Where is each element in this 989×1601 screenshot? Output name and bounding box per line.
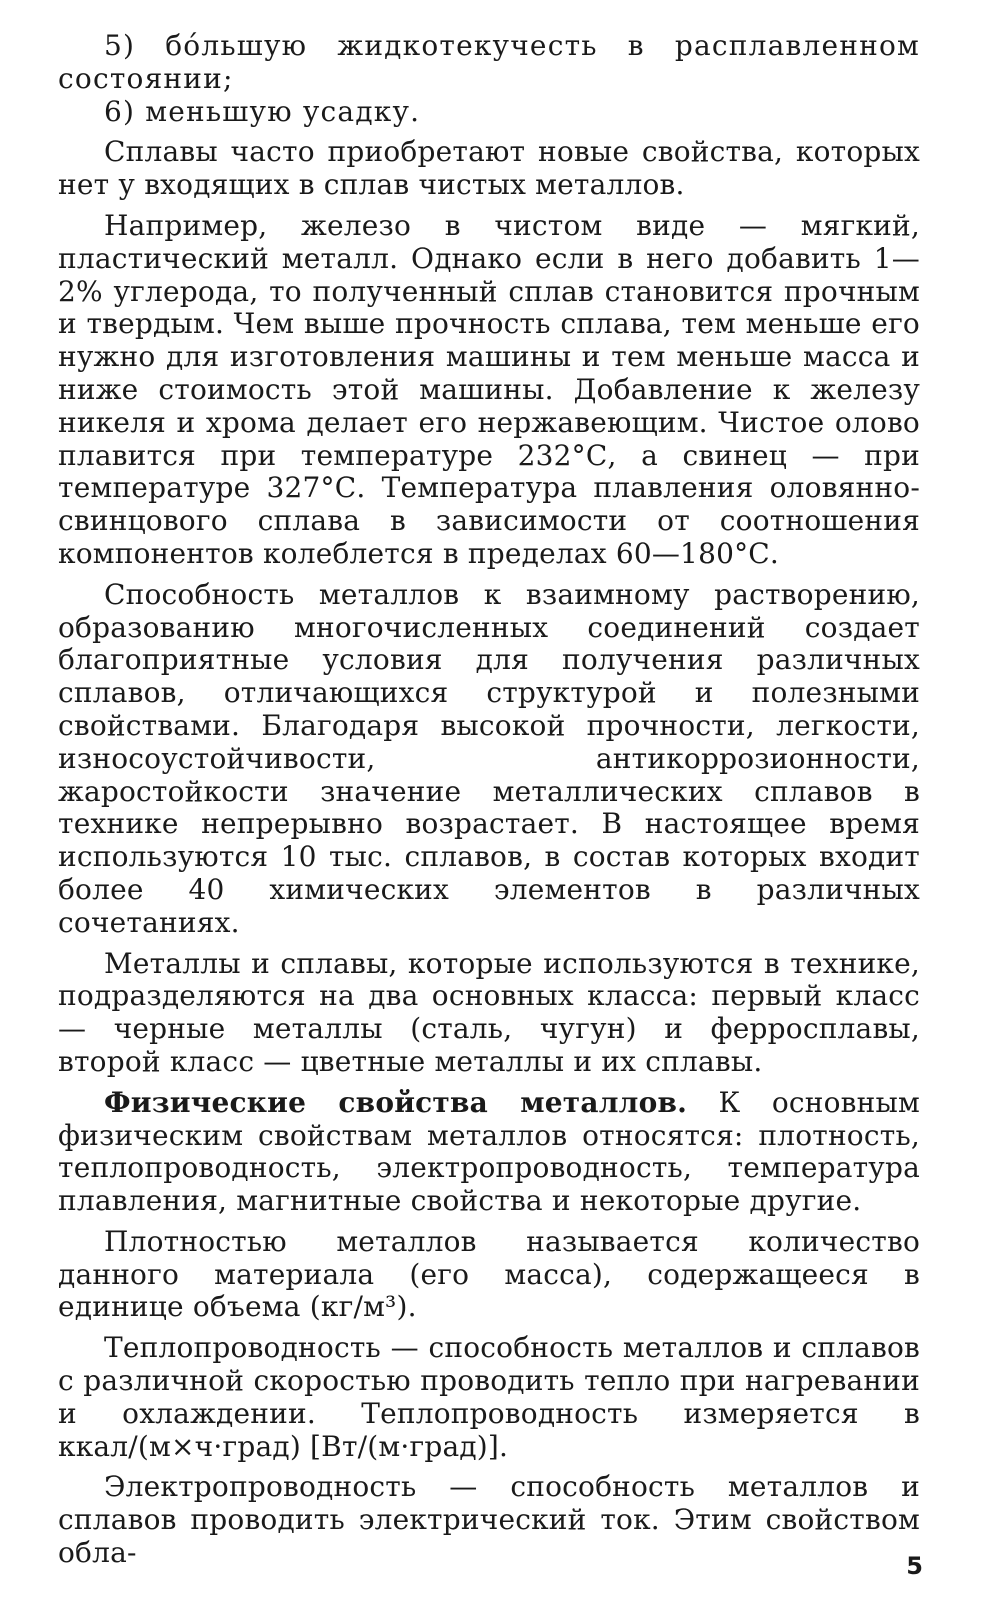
paragraph-iron-example: Например, железо в чистом виде — мягкий, пластический металл. Однако если в него добавить 1—2% углерода, то полученный сплав становится прочным и твердым. Чем выше прочность сплава, тем меньше его нужно для изготовления машины и тем меньше масса и ниже стоимость этой машины. Добавление к железу никеля и хрома делает его нержавеющим. Чистое олово плавится при температуре 232°С, а свинец — при температуре 327°С. Температура плавления оловянно-свинцового сплава в зависимости от соотношения компонентов колеблется в пределах 60—180°С. (58, 208, 920, 570)
text-block (58, 30, 920, 1570)
list-item-5: 5) бо́льшую жидкотекучесть в расплавленном состоянии; (58, 29, 920, 95)
list-item-6: 6) меньшую усадку. (104, 94, 421, 128)
paragraph-classes: Металлы и сплавы, которые используются в технике, подразделяются на два основных класса: первый класс — черные металлы (сталь, чугун) и ферросплавы, второй класс — цветные металлы и их сплавы. (58, 946, 920, 1078)
paragraph-dissolution: Способность металлов к взаимному растворению, образованию многочисленных соединений создает благоприятные условия для получения различных сплавов, отличающихся структурой и полезными свойствами. Благодаря высокой прочности, легкости, износоустойчивости, антикоррозионности, жаростойкости значение металлических сплавов в технике непрерывно возрастает. В настоящее время используются 10 тыс. сплавов, в состав которых входит более 40 химических элементов в различных сочетаниях. (58, 577, 920, 939)
page-number: 5 (906, 1552, 923, 1580)
paragraph-electrical-conductivity: Электропроводность — способность металлов и сплавов проводить электрический ток. Этим свойством обла- (58, 1470, 920, 1570)
section-heading: Физические свойства металлов. (104, 1085, 688, 1119)
paragraph-thermal-conductivity: Теплопроводность — способность металлов и сплавов с различной скоростью проводить тепло при нагревании и охлаждении. Теплопроводность измеряется в ккал/(м×ч·град) [Вт/(м·град)]. (58, 1331, 920, 1463)
paragraph-physical-properties (58, 1087, 920, 1218)
paragraph-alloys-properties: Сплавы часто приобретают новые свойства, которых нет у входящих в сплав чистых металлов. (58, 135, 920, 202)
physical-properties-text: К основным физическим свойствам металлов относятся: плотность, теплопроводность, электропроводность, температура плавления, магнитные свойства и некоторые другие. (58, 1085, 920, 1218)
paragraph-density: Плотностью металлов называется количество данного материала (его масса), содержащееся в единице объема (кг/м³). (58, 1224, 920, 1324)
